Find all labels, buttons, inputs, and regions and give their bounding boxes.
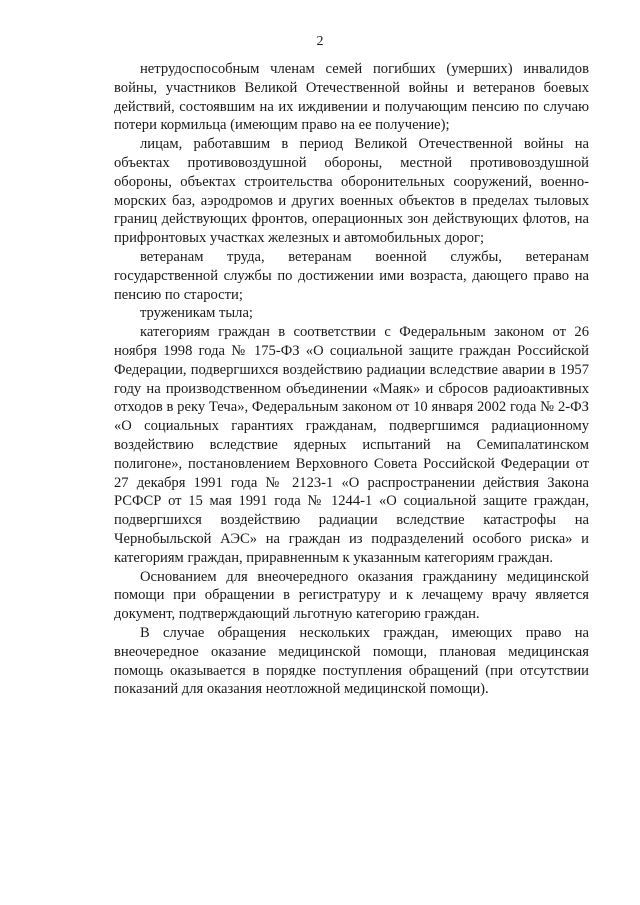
paragraph-radiation-affected: категориям граждан в соответствии с Федеральным законом от 26 ноября 1998 года № 175-ФЗ «О социальной защите граждан Российской Федерации, подвергшихся воздействию радиации вследствие аварии в 1957 году на производственном объединении «Маяк» и сбросов радиоактивных отходов в реку Теча», Федеральным законом от 10 января 2002 года № 2-ФЗ «О социальных гарантиях гражданам, подвергшимся радиационному воздействию вследствие ядерных испытаний на Семипалатинском полигоне», постановлением Верховного Совета Российской Федерации от 27 декабря 1991 года № 2123-1 «О распространении действия Закона РСФСР от 15 мая 1991 года № 1244-1 «О социальной защите граждан, подвергшихся воздействию радиации вследствие катастрофы на Чернобыльской АЭС» на граждан из подразделений особого риска» и категориям граждан, приравненным к указанным категориям граждан. xyxy=(114,324,589,566)
paragraph-multiple-requests: В случае обращения нескольких граждан, имеющих право на внеочередное оказание медицинской помощи, плановая медицинская помощь оказывается в порядке поступления обращений (при отсутствии показаний для оказания неотложной медицинской помощи). xyxy=(114,624,589,698)
paragraph-wartime-workers: лицам, работавшим в период Великой Отечественной войны на объектах противовоздушной обороны, местной противовоздушной обороны, объектах строительства оборонительных сооружений, военно-морских баз, аэродромов и других военных объектов в пределах тыловых границ действующих фронтов, операционных зон действующих флотов, на прифронтовых участках железных и автомобильных дорог; xyxy=(114,136,589,247)
paragraph-labor-veterans: ветеранам труда, ветеранам военной службы, ветеранам государственной службы по достижении ими возраста, дающего право на пенсию по старости; xyxy=(114,248,589,303)
paragraph-basis-document: Основанием для внеочередного оказания гражданину медицинской помощи при обращении в регистратуру и к лечащему врачу является документ, подтверждающий льготную категорию граждан. xyxy=(114,568,589,623)
page-number: 2 xyxy=(316,34,324,49)
paragraph-disabled-family-members: нетрудоспособным членам семей погибших (умерших) инвалидов войны, участников Великой Отечественной войны и ветеранов боевых действий, состоявшим на их иждивении и получающим пенсию по случаю потери кормильца (имеющим право на ее получение); xyxy=(114,61,589,134)
paragraph-home-front-workers: труженикам тыла; xyxy=(140,305,253,322)
document-body xyxy=(114,60,589,699)
